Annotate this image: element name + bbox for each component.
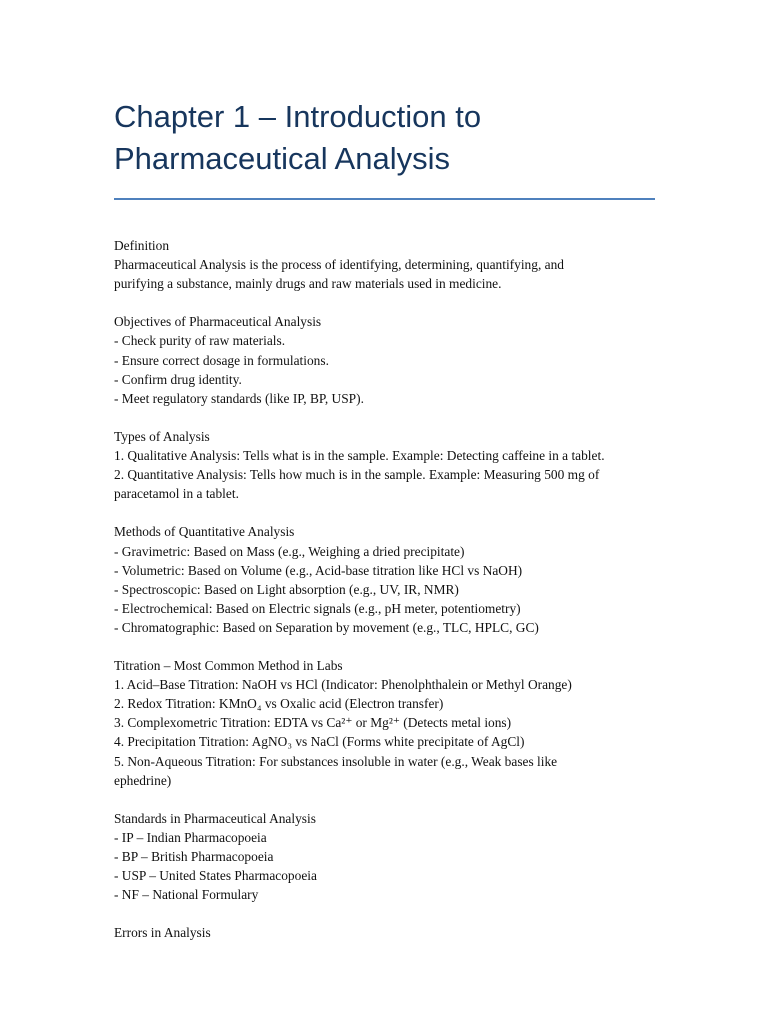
- list-item: - Check purity of raw materials.: [114, 333, 286, 349]
- list-item: - Spectroscopic: Based on Light absorption (e.g., UV, IR, NMR): [114, 581, 459, 597]
- section-heading: Definition: [114, 238, 170, 253]
- list-item: 1. Acid–Base Titration: NaOH vs HCl (Indicator: Phenolphthalein or Methyl Orange): [114, 677, 572, 693]
- paragraph-line: purifying a substance, mainly drugs and raw materials used in medicine.: [114, 276, 502, 292]
- list-item: - IP – Indian Pharmacopoeia: [114, 829, 267, 845]
- section-types: [114, 427, 659, 503]
- list-item: - Volumetric: Based on Volume (e.g., Acid-base titration like HCl vs NaOH): [114, 562, 523, 578]
- section-titration: [114, 656, 659, 790]
- list-item: 1. Qualitative Analysis: Tells what is in the sample. Example: Detecting caffeine in a tablet.: [114, 448, 605, 464]
- list-item: 5. Non-Aqueous Titration: For substances insoluble in water (e.g., Weak bases like: [114, 753, 558, 769]
- list-item: - Gravimetric: Based on Mass (e.g., Weighing a dried precipitate): [114, 543, 465, 559]
- list-item: - Ensure correct dosage in formulations.: [114, 352, 329, 368]
- section-heading: Methods of Quantitative Analysis: [114, 524, 295, 540]
- list-item: paracetamol in a tablet.: [114, 486, 239, 502]
- section-heading: Types of Analysis: [114, 428, 210, 444]
- paragraph-line: Pharmaceutical Analysis is the process of identifying, determining, quantifying, and: [114, 257, 564, 273]
- document-page: [114, 96, 659, 962]
- list-item: - Electrochemical: Based on Electric signals (e.g., pH meter, potentiometry): [114, 600, 521, 616]
- title-underline: [114, 198, 655, 200]
- section-definition: [114, 236, 659, 293]
- title-line: Pharmaceutical Analysis: [114, 141, 450, 176]
- chapter-title: [114, 96, 659, 180]
- section-heading: Objectives of Pharmaceutical Analysis: [114, 314, 322, 330]
- list-item: - Meet regulatory standards (like IP, BP, USP).: [114, 390, 364, 406]
- list-item: - Chromatographic: Based on Separation by movement (e.g., TLC, HPLC, GC): [114, 619, 539, 635]
- list-item: - NF – National Formulary: [114, 887, 259, 903]
- list-item: - USP – United States Pharmacopoeia: [114, 868, 317, 884]
- list-item: 2. Quantitative Analysis: Tells how much is in the sample. Example: Measuring 500 mg of: [114, 467, 600, 483]
- list-item: - Confirm drug identity.: [114, 371, 242, 387]
- document-body: [114, 236, 659, 942]
- list-item: 4. Precipitation Titration: AgNO₃ vs NaCl (Forms white precipitate of AgCl): [114, 734, 525, 750]
- section-methods: [114, 522, 659, 637]
- section-heading: Errors in Analysis: [114, 925, 211, 941]
- list-item: 2. Redox Titration: KMnO₄ vs Oxalic acid (Electron transfer): [114, 696, 444, 712]
- section-heading: Standards in Pharmaceutical Analysis: [114, 810, 316, 826]
- list-item: - BP – British Pharmacopoeia: [114, 849, 274, 864]
- list-item: 3. Complexometric Titration: EDTA vs Ca²⁺ or Mg²⁺ (Detects metal ions): [114, 715, 512, 731]
- list-item: ephedrine): [114, 772, 172, 788]
- section-standards: [114, 809, 659, 904]
- section-objectives: [114, 312, 659, 407]
- section-heading: Titration – Most Common Method in Labs: [114, 658, 343, 674]
- title-line: Chapter 1 – Introduction to: [114, 99, 482, 134]
- section-errors: [114, 923, 659, 942]
